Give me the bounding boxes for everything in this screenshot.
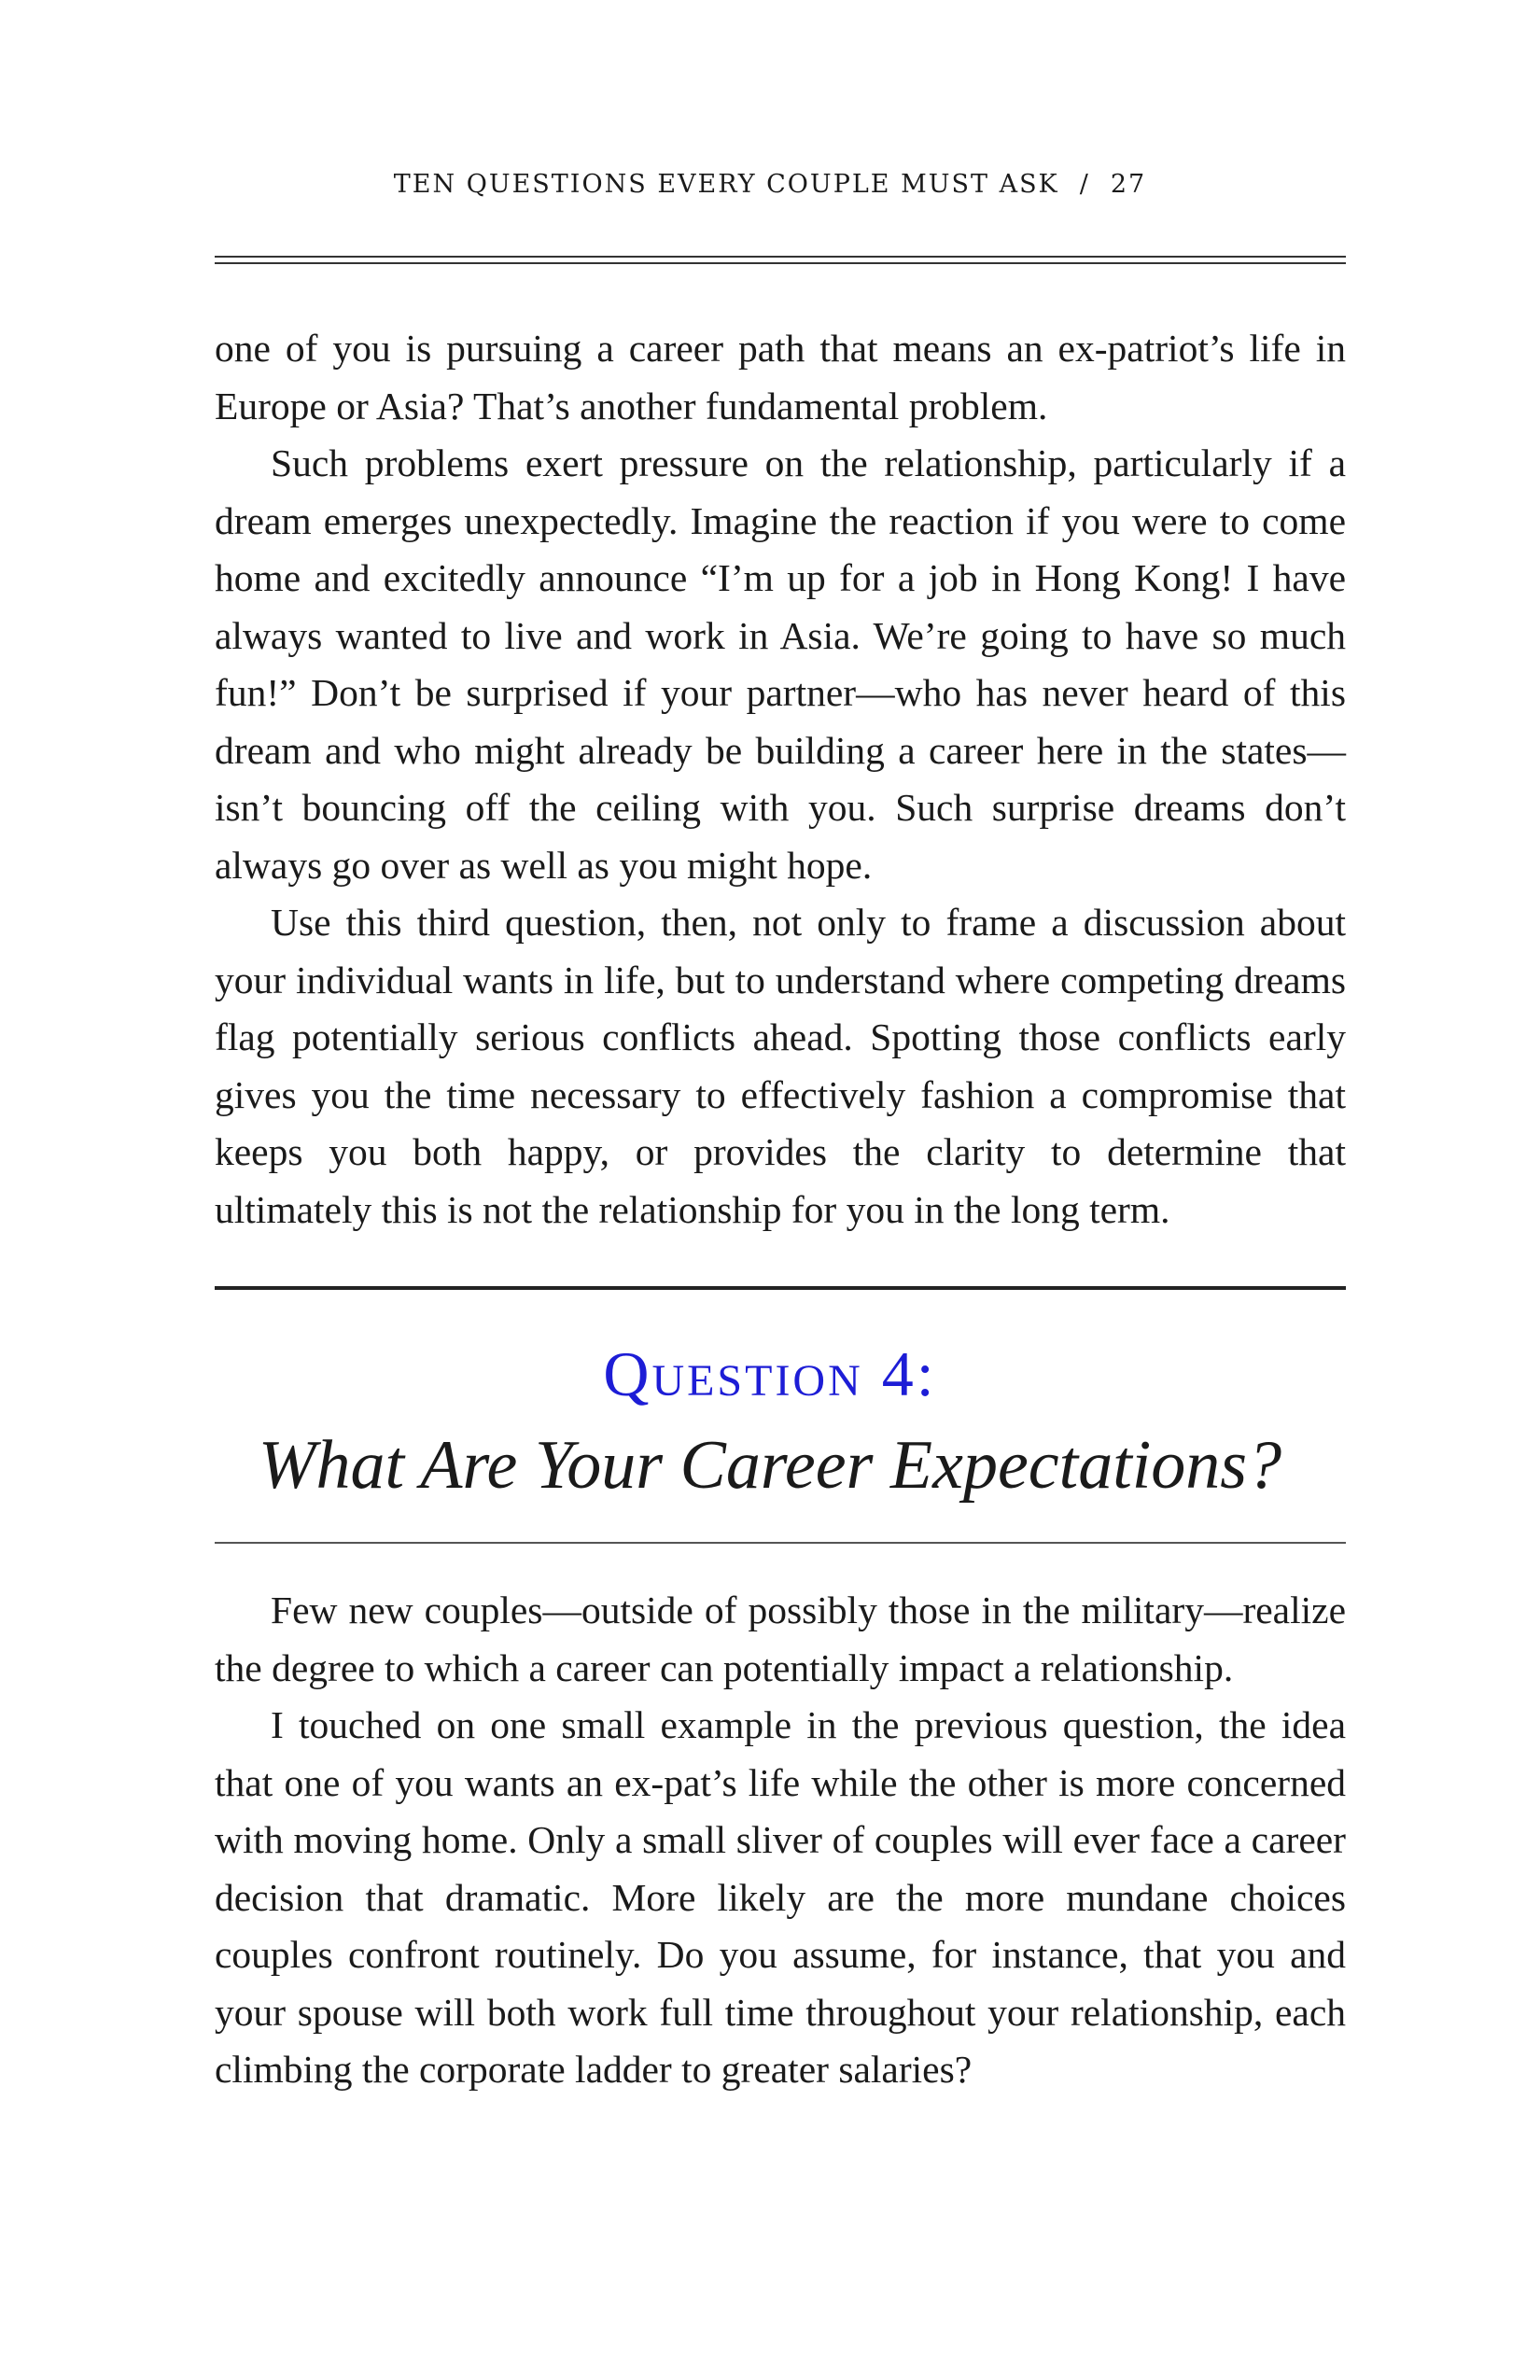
question-title: What Are Your Career Expectations? xyxy=(258,1427,1282,1504)
paragraph: Such problems exert pressure on the relationship, particularly if a dream emerges unexpectedly. Imagine the reaction if you were to come home and excitedly announce “I’m up for a job in Hong Kong! I have always wanted to live and work in Asia. We’re going to have so much fun!” Don’t be surprised if your partner—who has never heard of this dream and who might already be building a career here in the states—isn’t bouncing off the ceiling with you. Such surprise dreams don’t always go over as well as you might hope. xyxy=(215,441,1346,887)
running-head-separator: / xyxy=(1079,170,1090,199)
running-head-title: TEN QUESTIONS EVERY COUPLE MUST ASK xyxy=(393,170,1059,199)
section-divider-thin xyxy=(215,1542,1346,1544)
paragraph: I touched on one small example in the previous question, the idea that one of you wants an ex-pat’s life while the other is more concerned with moving home. Only a small sliver of couples will ever face a career decision that dramatic. More likely are the more mundane choices couples confront routinely. Do you assume, for instance, that you and your spouse will both work full time throughout your relationship, each climbing the corporate ladder to greater salaries? xyxy=(215,1703,1346,2091)
section-divider-thick xyxy=(215,1286,1346,1290)
header-double-rule xyxy=(215,256,1346,264)
body-text-top xyxy=(215,320,1346,1239)
paragraph: Few new couples—outside of possibly those in the military—realize the degree to which a career can potentially impact a relationship. xyxy=(215,1589,1346,1689)
page-number: 27 xyxy=(1110,170,1147,199)
body-text-bottom xyxy=(215,1582,1346,2099)
paragraph: Use this third question, then, not only to frame a discussion about your individual wants in life, but to understand where competing dreams flag potentially serious conflicts ahead. Spotting those conflicts early gives you the time necessary to effectively fashion a compromise that keeps you both happy, or provides the clarity to determine that ultimately this is not the relationship for you in the long term. xyxy=(215,901,1346,1231)
paragraph: one of you is pursuing a career path that means an ex-patriot’s life in Europe or Asia? That’s another fundamental problem. xyxy=(215,327,1346,427)
running-head xyxy=(0,170,1540,199)
question-label: Question 4: xyxy=(603,1338,937,1409)
